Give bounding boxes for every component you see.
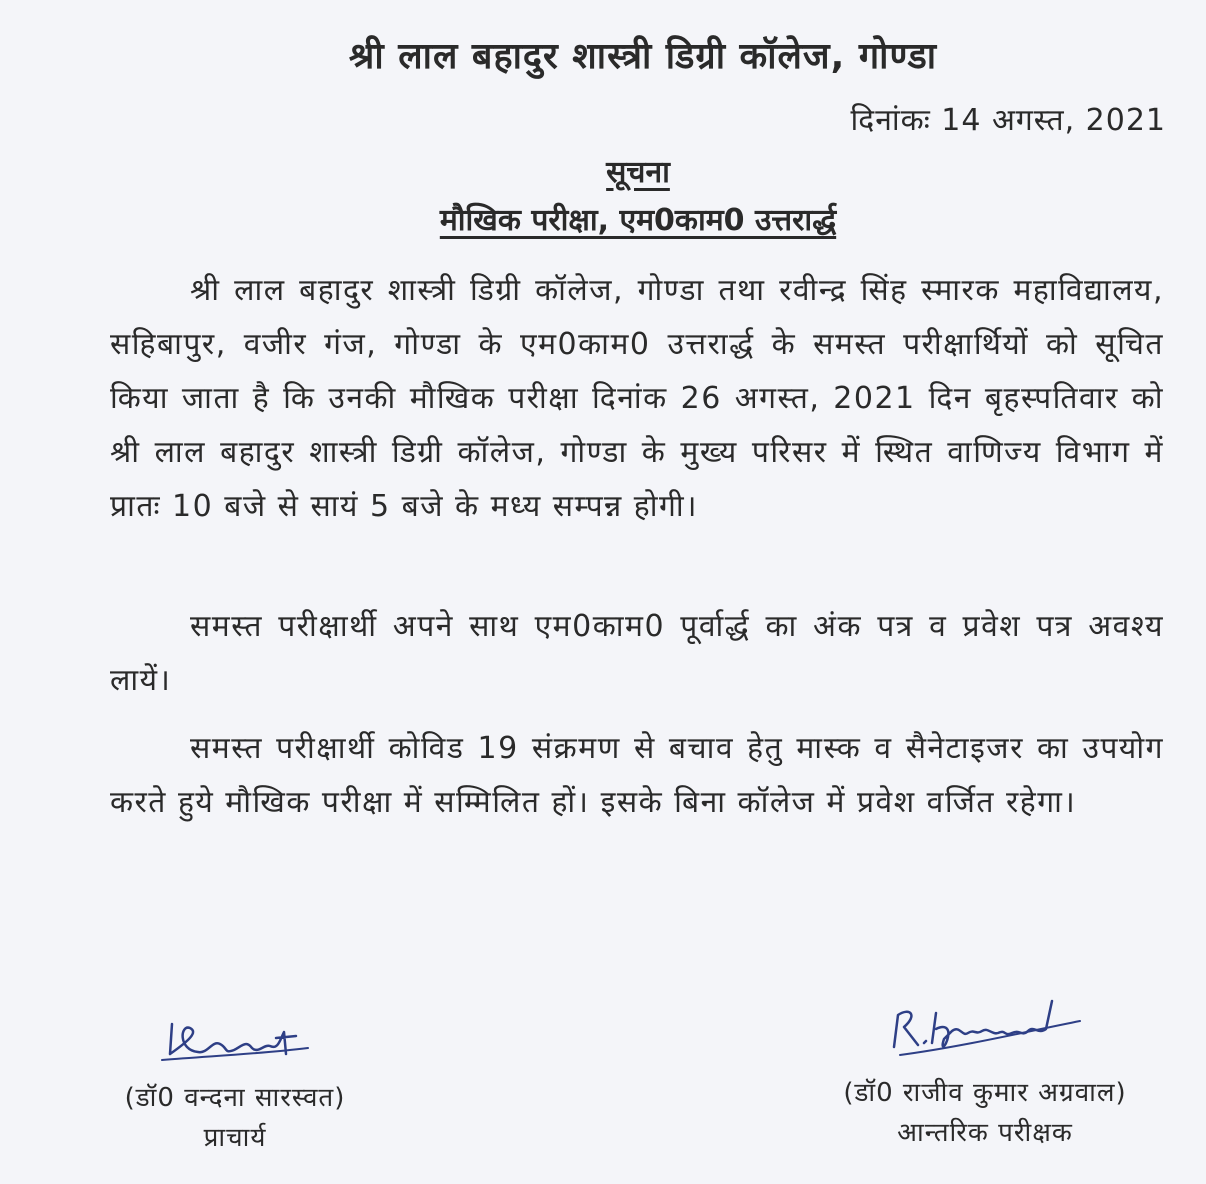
examiner-signature-block <box>810 985 1160 1153</box>
notice-heading: सूचना <box>606 155 670 190</box>
paragraph-documents: समस्त परीक्षार्थी अपने साथ एम0काम0 पूर्वार्द्ध का अंक पत्र व प्रवेश पत्र अवश्य लायें। <box>110 609 1164 698</box>
examiner-role: आन्तरिक परीक्षक <box>897 1118 1073 1148</box>
subject-heading: मौखिक परीक्षा, एम0काम0 उत्तरार्द्ध <box>439 203 837 238</box>
examiner-signature <box>870 985 1100 1065</box>
examiner-name: (डॉ0 राजीव कुमार अग्रवाल) <box>843 1078 1127 1108</box>
principal-signature-block <box>100 1010 370 1158</box>
notice-date: दिनांकः 14 अगस्त, 2021 <box>850 103 1166 138</box>
college-title: श्री लाल बहादुर शास्त्री डिग्री कॉलेज, गोण्डा <box>348 36 938 77</box>
paragraph-covid: समस्त परीक्षार्थी कोविड 19 संक्रमण से बचाव हेतु मास्क व सैनेटाइजर का उपयोग करते हुये मौखिक परीक्षा में सम्मिलित हों। इसके बिना कॉलेज में प्रवेश वर्जित रहेगा। <box>110 731 1164 820</box>
principal-name: (डॉ0 वन्दना सारस्वत) <box>124 1083 346 1113</box>
paragraph-exam-details: श्री लाल बहादुर शास्त्री डिग्री कॉलेज, गोण्डा तथा रवीन्द्र सिंह स्मारक महाविद्यालय, सहिबापुर, वजीर गंज, गोण्डा के एम0काम0 उत्तरार्द्ध के समस्त परीक्षार्थियों को सूचित किया जाता है कि उनकी मौखिक परीक्षा दिनांक 26 अगस्त, 2021 दिन बृहस्पतिवार को श्री लाल बहादुर शास्त्री डिग्री कॉलेज, गोण्डा के मुख्य परिसर में स्थित वाणिज्य विभाग में प्रातः 10 बजे से सायं 5 बजे के मध्य सम्पन्न होगी। <box>110 273 1164 524</box>
principal-signature <box>150 1010 320 1070</box>
principal-role: प्राचार्य <box>203 1123 267 1153</box>
